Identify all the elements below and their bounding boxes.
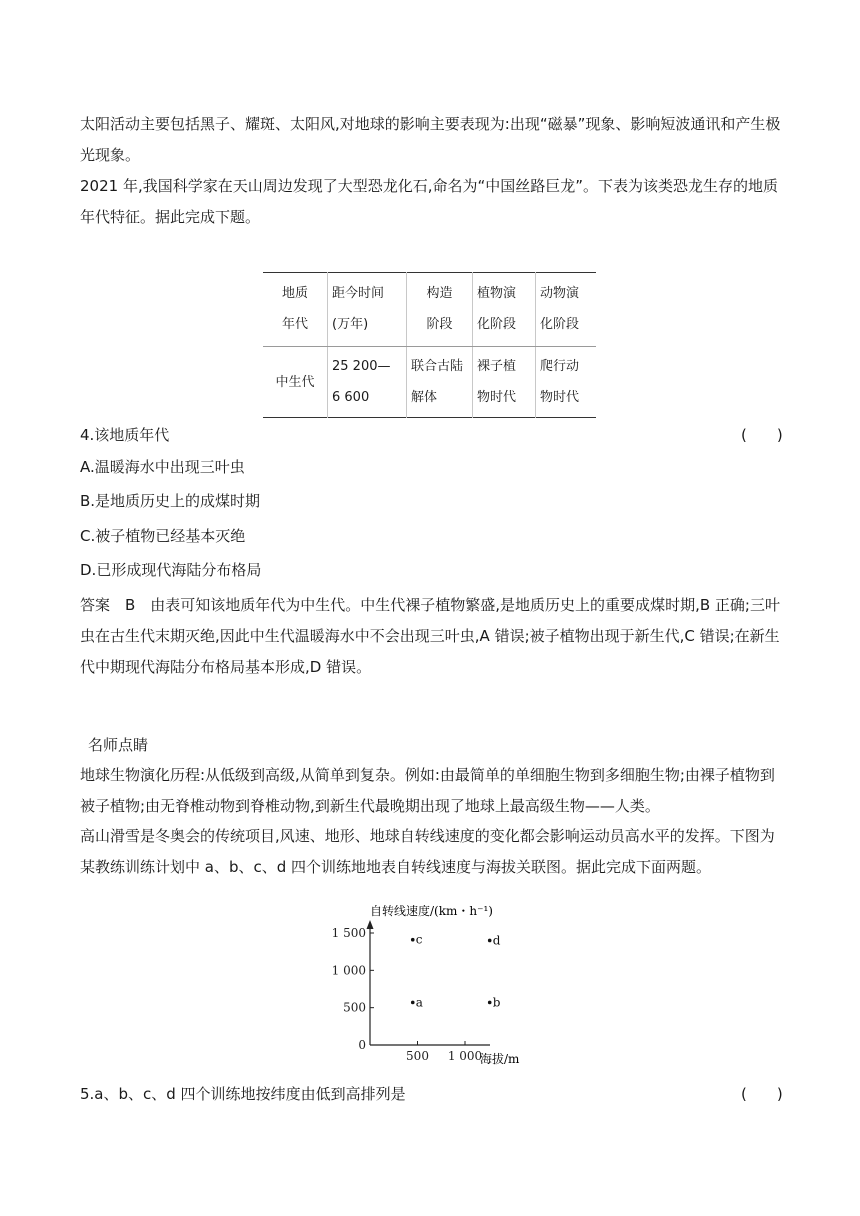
chart-ticks (332, 926, 483, 1063)
point-a (411, 1001, 415, 1005)
question-5-stem: 5.a、b、c、d 四个训练地按纬度由低到高排列是 (80, 1085, 406, 1103)
ski-intro-paragraph: 高山滑雪是冬奥会的传统项目,风速、地形、地球自转线速度的变化都会影响运动员高水平的发挥。下图为某教练训练计划中 a、b、c、d 四个训练地地表自转线速度与海拔关联图。据此完成下面两题。 (80, 827, 775, 876)
header-animal: 动物演 化阶段 (536, 273, 597, 347)
y-tick-label: 1 000 (331, 963, 366, 978)
x-tick-label: 1 000 (447, 1049, 483, 1063)
header-tectonic: 构造 阶段 (407, 273, 473, 347)
option-d: D.已形成现代海陆分布格局 (80, 561, 262, 579)
rotation-speed-altitude-chart (320, 905, 530, 1070)
table-row (263, 347, 596, 418)
point-label-d: d (492, 933, 501, 948)
point-c (411, 938, 415, 942)
y-tick-label: 1 500 (331, 926, 366, 940)
cell-tectonic: 联合古陆 解体 (407, 347, 473, 418)
point-label-a: a (415, 995, 423, 1010)
x-tick-label: 500 (406, 1049, 429, 1063)
table-header-row (263, 273, 596, 347)
x-axis-label: 海拔/m (480, 1052, 520, 1066)
question-5-answer-blank: ( ) (741, 1085, 783, 1103)
chart-points (411, 933, 501, 1010)
point-d (488, 939, 492, 943)
tip-text: 地球生物演化历程:从低级到高级,从简单到复杂。例如:由最简单的单细胞生物到多细胞生物;由裸子植物到被子植物;由无脊椎动物到脊椎动物,到新生代最晚期出现了地球上最高级生物——人类。 (80, 766, 775, 815)
answer-explanation: 答案 B 由表可知该地质年代为中生代。中生代裸子植物繁盛,是地质历史上的重要成煤时期,B 正确;三叶虫在古生代末期灭绝,因此中生代温暖海水中不会出现三叶虫,A 错误;被子植物出现于新生代,C 错误;在新生代中期现代海陆分布格局基本形成,D 错误。 (80, 596, 780, 676)
dinosaur-intro-paragraph: 2021 年,我国科学家在天山周边发现了大型恐龙化石,命名为“中国丝路巨龙”。下表为该类恐龙生存的地质年代特征。据此完成下题。 (80, 177, 779, 226)
tip-title: 名师点睛 (88, 736, 149, 754)
y-axis-label: 自转线速度/(km・h⁻¹) (370, 905, 493, 918)
point-b (488, 1001, 492, 1005)
option-a: A.温暖海水中出现三叶虫 (80, 458, 245, 476)
geologic-era-table (263, 272, 596, 418)
option-c: C.被子植物已经基本灭绝 (80, 527, 246, 545)
solar-activity-paragraph: 太阳活动主要包括黑子、耀斑、太阳风,对地球的影响主要表现为:出现“磁暴”现象、影响短波通讯和产生极光现象。 (80, 115, 781, 164)
y-axis-arrow (367, 920, 374, 929)
point-label-c: c (415, 932, 423, 947)
chart-axes (367, 920, 491, 1045)
question-4-stem: 4.该地质年代 (80, 426, 170, 444)
y-tick-label: 500 (343, 1000, 366, 1015)
y-tick-label: 0 (358, 1038, 366, 1052)
cell-time: 25 200— 6 600 (328, 347, 407, 418)
header-time: 距今时间 (万年) (328, 273, 407, 347)
option-b: B.是地质历史上的成煤时期 (80, 492, 261, 510)
header-era: 地质 年代 (263, 273, 328, 347)
question-4-answer-blank: ( ) (741, 426, 783, 444)
cell-era: 中生代 (275, 374, 315, 390)
point-label-b: b (492, 995, 501, 1010)
header-plant: 植物演 化阶段 (473, 273, 536, 347)
cell-animal: 爬行动 物时代 (536, 347, 597, 418)
cell-plant: 裸子植 物时代 (473, 347, 536, 418)
